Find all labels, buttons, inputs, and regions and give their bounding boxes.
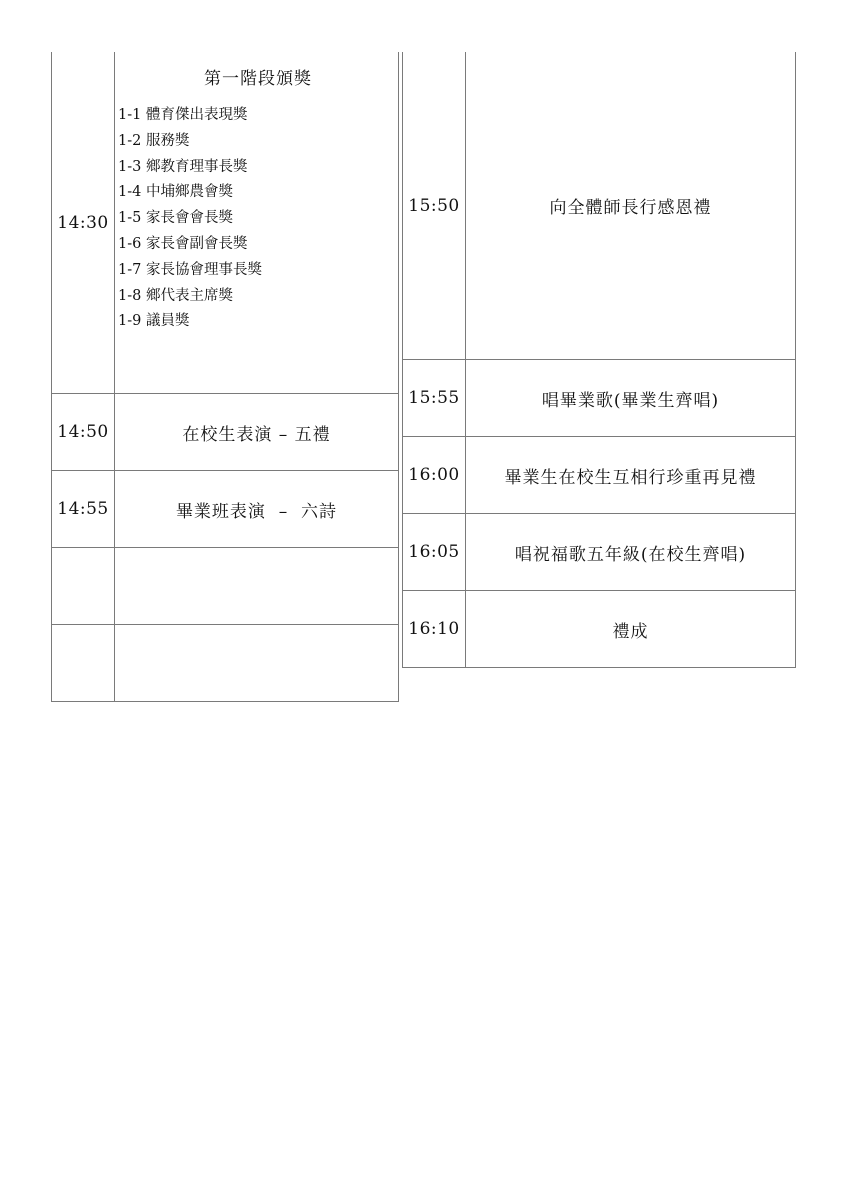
time-cell: 15:55 [403, 360, 466, 437]
schedule-row [403, 591, 796, 668]
award-item: 1-3 鄉教育理事長獎 [118, 158, 248, 175]
award-item: 1-1 體育傑出表現獎 [118, 107, 248, 123]
event-cell [115, 548, 399, 625]
schedule-table-left [51, 52, 399, 702]
time-cell: 15:50 [403, 52, 466, 360]
event-cell: 向全體師長行感恩禮 [466, 52, 796, 360]
award-item: 1-2 服務獎 [118, 132, 190, 149]
event-cell: 畢業班表演 – 六詩 [115, 471, 399, 548]
event-cell: 唱祝福歌五年級(在校生齊唱) [466, 514, 796, 591]
award-item: 1-7 家長協會理事長獎 [118, 261, 262, 278]
award-list [118, 103, 398, 335]
time-cell [52, 548, 115, 625]
event-cell: 禮成 [466, 591, 796, 668]
schedule-row-empty [52, 625, 399, 702]
award-item: 1-8 鄉代表主席獎 [118, 287, 233, 304]
time-cell [52, 625, 115, 702]
schedule-row [403, 514, 796, 591]
schedule-table-right [402, 52, 796, 668]
schedule-row [52, 52, 399, 394]
time-cell: 16:00 [403, 437, 466, 514]
award-stage-title: 第一階段頒獎 [204, 69, 312, 89]
schedule-row [52, 394, 399, 471]
award-item: 1-9 議員獎 [118, 313, 190, 330]
event-cell: 在校生表演 – 五禮 [115, 394, 399, 471]
award-block [115, 52, 399, 394]
time-cell: 16:10 [403, 591, 466, 668]
event-cell: 畢業生在校生互相行珍重再見禮 [466, 437, 796, 514]
award-item: 1-5 家長會會長獎 [118, 210, 233, 227]
schedule-row [403, 360, 796, 437]
schedule-row [403, 437, 796, 514]
schedule-row [403, 52, 796, 360]
schedule-row [52, 471, 399, 548]
time-cell: 14:55 [52, 471, 115, 548]
award-item: 1-4 中埔鄉農會獎 [118, 184, 233, 201]
award-item: 1-6 家長會副會長獎 [118, 235, 248, 252]
time-cell: 14:50 [52, 394, 115, 471]
schedule-row-empty [52, 548, 399, 625]
time-cell: 16:05 [403, 514, 466, 591]
event-cell [115, 625, 399, 702]
event-cell: 唱畢業歌(畢業生齊唱) [466, 360, 796, 437]
time-cell: 14:30 [52, 52, 115, 394]
